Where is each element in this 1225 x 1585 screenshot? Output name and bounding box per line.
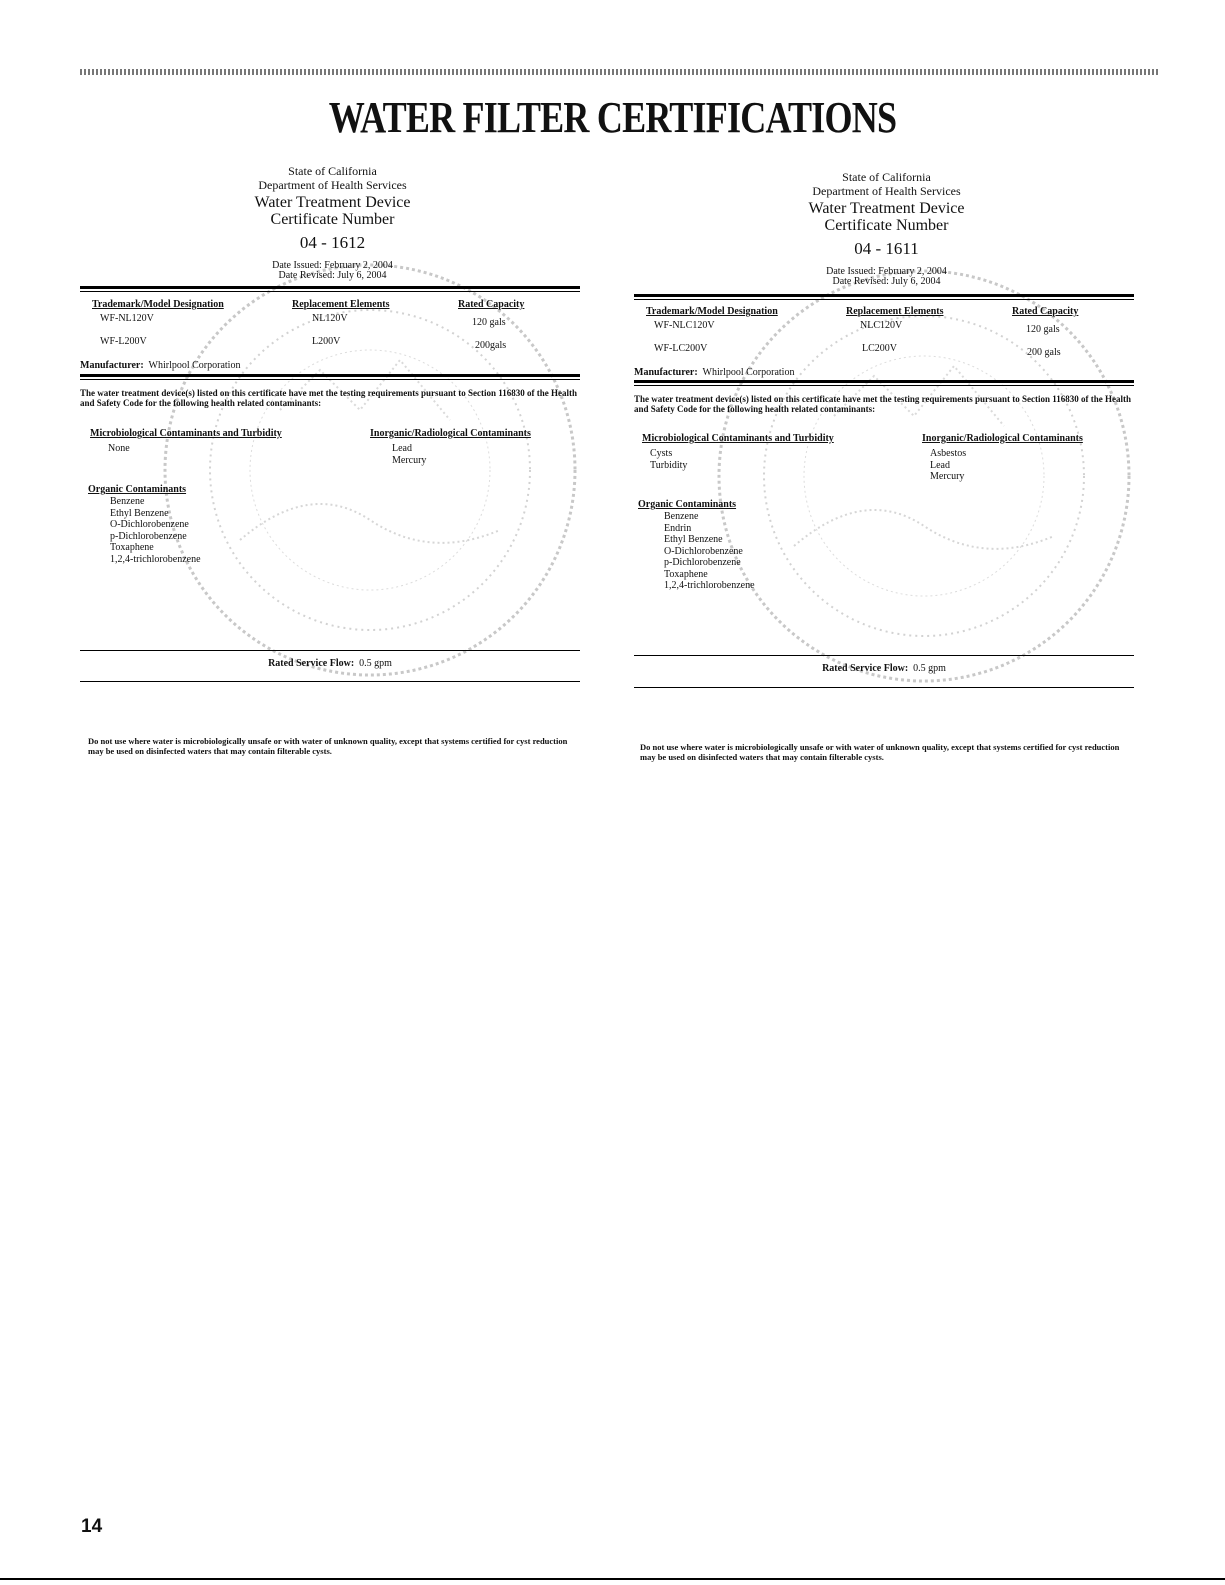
column-header-capacity: Rated Capacity	[1012, 306, 1079, 317]
list-item: O-Dichlorobenzene	[110, 519, 189, 530]
rule	[634, 385, 1134, 386]
rule	[80, 291, 580, 292]
certificate-label: Certificate Number	[270, 211, 395, 228]
list-item: Benzene	[110, 496, 145, 507]
list-item: Asbestos	[930, 448, 967, 459]
date-revised: Date Revised: July 6, 2004	[832, 276, 941, 287]
state-seal-watermark-icon	[160, 260, 580, 680]
list-item: O-Dichlorobenzene	[664, 545, 743, 557]
department-name: Department of Health Services	[258, 178, 407, 192]
list-item: Mercury	[930, 471, 965, 482]
list-item: Mercury	[392, 454, 427, 466]
inorganic-heading: Inorganic/Radiological Contaminants	[922, 433, 1083, 444]
state-seal-watermark-icon	[714, 266, 1134, 686]
capacity-cell: 120 gals	[1026, 324, 1060, 335]
rule	[80, 650, 580, 651]
list-item: Ethyl Benzene	[110, 507, 169, 519]
list-item: None	[108, 443, 130, 454]
column-header-model: Trademark/Model Designation	[92, 299, 224, 310]
rule	[80, 379, 580, 380]
date-issued: Date Issued: February 2, 2004	[272, 260, 393, 271]
rated-service-flow	[80, 658, 580, 669]
list-item: p-Dichlorobenzene	[664, 557, 741, 568]
manufacturer-label: Manufacturer:	[80, 360, 144, 371]
capacity-cell: 200 gals	[1027, 347, 1061, 358]
rule	[80, 681, 580, 682]
list-item: Ethyl Benzene	[664, 534, 723, 545]
manufacturer-value: Whirlpool Corporation	[148, 360, 241, 371]
rule	[80, 374, 580, 377]
date-issued: Date Issued: February 2, 2004	[826, 266, 947, 277]
certificate-number: 04 - 1612	[299, 233, 366, 252]
column-header-model: Trademark/Model Designation	[646, 306, 778, 317]
rule	[634, 294, 1134, 297]
flow-value: 0.5 gpm	[913, 663, 946, 674]
column-header-replacement: Replacement Elements	[292, 299, 390, 310]
rated-service-flow	[634, 663, 1134, 674]
list-item: 1,2,4-trichlorobenzene	[664, 580, 755, 591]
micro-list	[108, 443, 130, 455]
replacement-cell: NL120V	[312, 313, 348, 324]
disclaimer: Do not use where water is microbiologically unsafe or with water of unknown quality, except that systems certified for cyst reduction may be used on disinfected waters that may contain filterable cysts.	[88, 736, 568, 756]
model-cell: WF-NLC120V	[654, 320, 715, 331]
flow-label: Rated Service Flow:	[822, 663, 909, 674]
list-item: Turbidity	[650, 459, 688, 471]
list-item: p-Dichlorobenzene	[110, 530, 187, 542]
certificate-label: Certificate Number	[824, 217, 949, 234]
page-number: 14	[81, 1516, 103, 1537]
list-item: Benzene	[664, 511, 699, 522]
model-cell: WF-L200V	[100, 336, 147, 347]
micro-heading: Microbiological Contaminants and Turbidity	[642, 433, 834, 444]
state-name: State of California	[288, 164, 377, 178]
micro-list	[650, 448, 687, 471]
list-item: Cysts	[650, 448, 673, 459]
list-item: Lead	[392, 443, 412, 454]
certificate-1611	[634, 166, 1139, 762]
inorganic-list	[392, 443, 426, 466]
manufacturer-value: Whirlpool Corporation	[702, 367, 795, 378]
capacity-cell: 200gals	[475, 340, 507, 351]
capacity-cell: 120 gals	[472, 317, 506, 328]
certificate-1612	[80, 160, 585, 756]
device-title: Water Treatment Device	[808, 200, 965, 217]
organic-list	[664, 511, 755, 592]
certification-statement: The water treatment device(s) listed on this certificate have met the testing requirements pursuant to Section 116830 of the Health and Safety Code for the following health related contaminants:	[80, 388, 578, 408]
list-item: Toxaphene	[664, 568, 708, 580]
manufacturer-label: Manufacturer:	[634, 367, 698, 378]
top-dotted-rule	[80, 69, 1158, 75]
rule	[80, 286, 580, 289]
manufacturer	[634, 367, 794, 378]
rule	[634, 687, 1134, 688]
manufacturer	[80, 360, 240, 371]
column-header-capacity: Rated Capacity	[458, 299, 525, 310]
flow-label: Rated Service Flow:	[268, 658, 355, 669]
rule	[634, 299, 1134, 300]
rule	[634, 655, 1134, 656]
department-name: Department of Health Services	[812, 184, 961, 198]
organic-heading: Organic Contaminants	[638, 499, 737, 510]
model-cell: WF-NL120V	[100, 313, 154, 324]
list-item: Toxaphene	[110, 542, 154, 553]
device-title: Water Treatment Device	[254, 194, 411, 211]
flow-value: 0.5 gpm	[359, 658, 392, 669]
list-item: 1,2,4-trichlorobenzene	[110, 553, 201, 565]
replacement-cell: LC200V	[862, 343, 897, 354]
organic-list	[110, 496, 201, 565]
replacement-cell: NLC120V	[860, 320, 903, 331]
list-item: Lead	[930, 459, 950, 471]
certificate-number: 04 - 1611	[854, 239, 919, 258]
disclaimer: Do not use where water is microbiologically unsafe or with water of unknown quality, except that systems certified for cyst reduction may be used on disinfected waters that may contain filterable cysts.	[640, 742, 1120, 762]
bottom-rule	[0, 1578, 1225, 1580]
inorganic-heading: Inorganic/Radiological Contaminants	[370, 428, 531, 439]
model-cell: WF-LC200V	[654, 343, 708, 354]
rule	[634, 380, 1134, 383]
page-title: WATER FILTER CERTIFICATIONS	[328, 93, 897, 142]
inorganic-list	[930, 448, 966, 483]
organic-heading: Organic Contaminants	[88, 484, 187, 495]
state-name: State of California	[842, 170, 931, 184]
date-revised: Date Revised: July 6, 2004	[278, 270, 387, 281]
micro-heading: Microbiological Contaminants and Turbidity	[90, 428, 282, 439]
column-header-replacement: Replacement Elements	[846, 306, 944, 317]
replacement-cell: L200V	[312, 336, 341, 347]
certification-statement: The water treatment device(s) listed on this certificate have met the testing requirements pursuant to Section 116830 of the Health and Safety Code for the following health related contaminants:	[634, 394, 1132, 414]
list-item: Endrin	[664, 522, 692, 534]
